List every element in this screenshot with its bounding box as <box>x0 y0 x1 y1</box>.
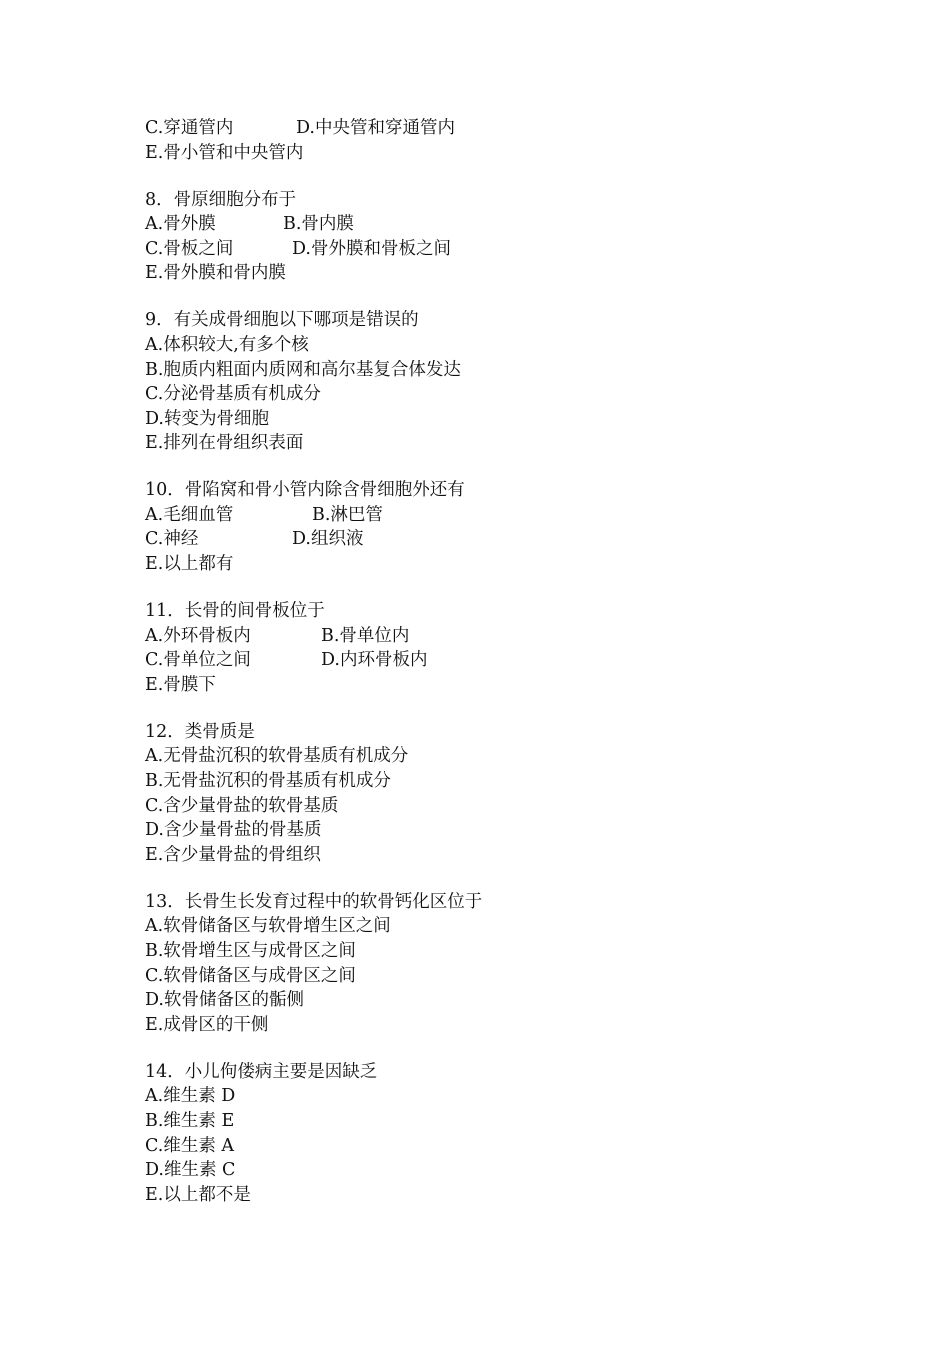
question-12 <box>145 720 845 868</box>
question-9 <box>145 308 845 456</box>
question-title: 10．骨陷窝和骨小管内除含骨细胞外还有 <box>145 480 465 501</box>
option-row <box>145 527 845 552</box>
option-row <box>145 212 845 237</box>
question-title: 14．小儿佝偻病主要是因缺乏 <box>145 1061 378 1082</box>
option-e: E.成骨区的干侧 <box>145 1014 269 1035</box>
option-d: D.含少量骨盐的骨基质 <box>145 820 322 841</box>
option-c: C.软骨储备区与成骨区之间 <box>145 965 356 986</box>
option-a: A.软骨储备区与软骨增生区之间 <box>145 916 391 937</box>
option-a: A.无骨盐沉积的软骨基质有机成分 <box>145 746 409 767</box>
option-a: A.体积较大,有多个核 <box>145 334 309 355</box>
option-a: A.骨外膜 <box>145 214 216 235</box>
option-c: C.含少量骨盐的软骨基质 <box>145 795 339 816</box>
option-row <box>145 624 845 649</box>
question-title: 8．骨原细胞分布于 <box>145 189 297 210</box>
question-14 <box>145 1060 845 1208</box>
question-list <box>145 116 845 1207</box>
option-b: B.胞质内粗面内质网和高尔基复合体发达 <box>145 359 461 380</box>
option-row <box>145 116 845 141</box>
option-a: A.毛细血管 <box>145 504 234 525</box>
option-c: C.骨单位之间 <box>145 650 251 671</box>
option-e: E.骨外膜和骨内膜 <box>145 263 286 284</box>
option-e: E.以上都有 <box>145 554 234 575</box>
question-13 <box>145 890 845 1038</box>
question-title: 13．长骨生长发育过程中的软骨钙化区位于 <box>145 891 483 912</box>
option-d: D.骨外膜和骨板之间 <box>292 238 451 259</box>
option-b: B.维生素 E <box>145 1110 235 1131</box>
option-row <box>145 503 845 528</box>
question-title: 12．类骨质是 <box>145 721 255 742</box>
option-d: D.转变为骨细胞 <box>145 408 269 429</box>
question-title: 9．有关成骨细胞以下哪项是错误的 <box>145 310 419 331</box>
option-row <box>145 237 845 262</box>
option-d: D.中央管和穿通管内 <box>296 118 455 138</box>
option-e: E.骨小管和中央管内 <box>145 142 304 163</box>
continued-options <box>145 116 845 165</box>
option-d: D.内环骨板内 <box>321 650 428 671</box>
question-title: 11．长骨的间骨板位于 <box>145 601 325 622</box>
option-b: B.软骨增生区与成骨区之间 <box>145 940 356 961</box>
option-a: A.外环骨板内 <box>145 625 251 646</box>
option-c: C.维生素 A <box>145 1135 235 1156</box>
option-c: C.神经 <box>145 529 199 550</box>
option-d: D.组织液 <box>292 529 364 550</box>
option-e: E.以上都不是 <box>145 1184 251 1205</box>
option-b: B.无骨盐沉积的骨基质有机成分 <box>145 771 391 792</box>
option-d: D.软骨储备区的骺侧 <box>145 990 304 1011</box>
option-c: C.骨板之间 <box>145 238 234 259</box>
option-b: B.骨单位内 <box>321 625 410 646</box>
option-b: B.骨内膜 <box>283 214 354 235</box>
question-8 <box>145 188 845 286</box>
option-d: D.维生素 C <box>145 1160 236 1181</box>
option-c: C.穿通管内 <box>145 118 234 138</box>
option-b: B.淋巴管 <box>312 504 383 525</box>
option-e: E.含少量骨盐的骨组织 <box>145 844 321 865</box>
question-11 <box>145 599 845 697</box>
option-c: C.分泌骨基质有机成分 <box>145 384 321 405</box>
option-e: E.排列在骨组织表面 <box>145 433 304 454</box>
question-10 <box>145 478 845 576</box>
option-e: E.骨膜下 <box>145 674 216 695</box>
option-a: A.维生素 D <box>145 1086 236 1107</box>
option-row <box>145 648 845 673</box>
